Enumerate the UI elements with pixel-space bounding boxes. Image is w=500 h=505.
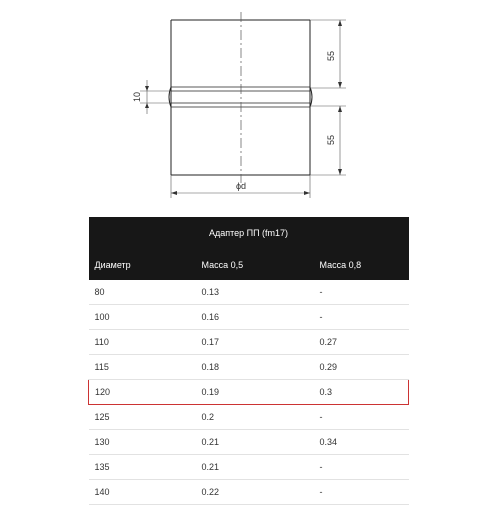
cell-mass-05: 0.16 (196, 305, 314, 330)
cell-mass-05: 0.21 (196, 430, 314, 455)
cell-mass-05: 0.18 (196, 355, 314, 380)
table-row (89, 455, 409, 480)
cell-diameter: 120 (89, 380, 196, 405)
table-title: Адаптер ПП (fm17) (89, 217, 409, 249)
cell-mass-08: 0.29 (314, 355, 409, 380)
cell-diameter: 100 (89, 305, 196, 330)
table-row (89, 430, 409, 455)
column-header-mass-08: Масса 0,8 (314, 249, 409, 280)
cell-mass-08: - (314, 405, 409, 430)
cell-mass-08: - (314, 280, 409, 305)
cell-mass-05: 0.22 (196, 480, 314, 505)
table-row (89, 480, 409, 505)
cell-mass-05: 0.21 (196, 455, 314, 480)
cell-mass-08: - (314, 480, 409, 505)
cell-mass-05: 0.17 (196, 330, 314, 355)
table-row (89, 405, 409, 430)
cell-mass-08: 0.3 (314, 380, 409, 405)
dimension-groove-label: 10 (132, 91, 142, 103)
cell-mass-05: 0.2 (196, 405, 314, 430)
specification-table (88, 217, 409, 505)
table-row (89, 280, 409, 305)
table-header-row (89, 249, 409, 280)
cell-mass-05: 0.19 (196, 380, 314, 405)
table-row (89, 330, 409, 355)
cell-diameter: 110 (89, 330, 196, 355)
column-header-diameter: Диаметр (89, 249, 196, 280)
cell-mass-08: - (314, 305, 409, 330)
table-row (89, 305, 409, 330)
cell-mass-05: 0.13 (196, 280, 314, 305)
dimension-diameter-label: ϕd (235, 181, 247, 191)
cell-diameter: 140 (89, 480, 196, 505)
cell-diameter: 115 (89, 355, 196, 380)
table-row (89, 355, 409, 380)
column-header-mass-05: Масса 0,5 (196, 249, 314, 280)
cell-diameter: 135 (89, 455, 196, 480)
dimension-bottom-label: 55 (326, 134, 336, 146)
table-title-row (89, 217, 409, 249)
cell-diameter: 80 (89, 280, 196, 305)
dimension-top-label: 55 (326, 50, 336, 62)
cell-diameter: 125 (89, 405, 196, 430)
cell-mass-08: 0.27 (314, 330, 409, 355)
table-row-highlighted (89, 380, 409, 405)
cell-mass-08: - (314, 455, 409, 480)
cell-diameter: 130 (89, 430, 196, 455)
cell-mass-08: 0.34 (314, 430, 409, 455)
adapter-technical-drawing (0, 0, 500, 215)
